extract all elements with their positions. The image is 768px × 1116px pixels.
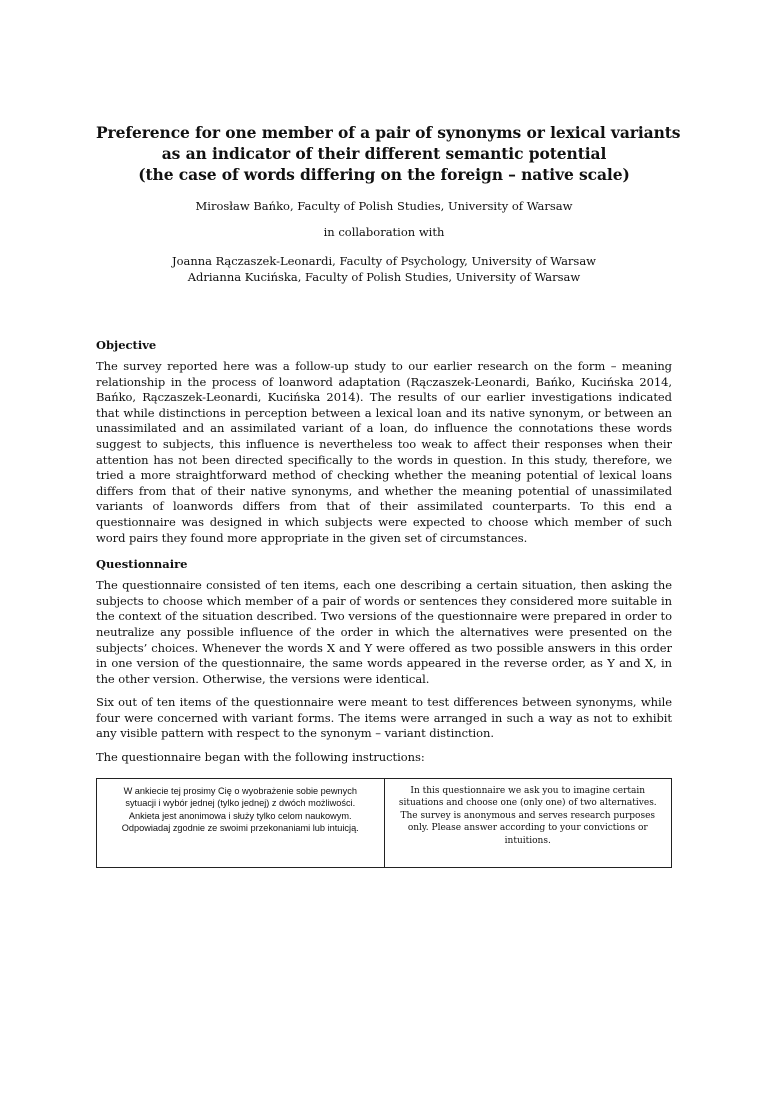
questionnaire-paragraph-1: The questionnaire consisted of ten items, each one describing a certain situation, then asking the subjects to choose which member of a pair of words or sentences they considered more suitable in the context of the situation described. Two versions of the questionnaire were prepared in order to neutralize any possible influence of the order in which the alternatives were presented on the subjects’ choices. Whenever the words X and Y were offered as two possible answers in this order in one version of the questionnaire, the same words appeared in the reverse order, as Y and X, in the other version. Otherwise, the versions were identical. [96,578,672,686]
instructions-polish [97,779,385,867]
co-authors [96,253,672,285]
objective-section [96,337,672,546]
instructions-polish-line-1: W ankiecie tej prosimy Cię o wyobrażenie sobie pewnych sytuacji i wybór jednej (tylko jednej) z dwóch możliwości. [123,785,357,809]
collaboration-note: in collaboration with [323,225,445,239]
title-line-2: as an indicator of their different semantic potential [161,144,607,163]
paper-title [96,122,681,185]
title-line-3: (the case of words differing on the foreign – native scale) [138,165,630,184]
questionnaire-heading: Questionnaire [96,557,188,572]
objective-paragraph: The survey reported here was a follow-up study to our earlier research on the form – meaning relationship in the process of loanword adaptation (Rączaszek-Leonardi, Bańko, Kucińska 2014, Bańko, Rączaszek-Leonardi, Kucińska 2014). The results of our earlier investigations indicated that while distinctions in perception between a lexical loan and its native synonym, or between an unassimilated and an assimilated variant of a loan, do influence the connotations these words suggest to subjects, this influence is nevertheless too weak to affect their responses when their attention has not been directed specifically to the words in question. In this study, therefore, we tried a more straightforward method of checking whether the meaning potential of lexical loans differs from that of their native synonyms, and whether the meaning potential of unassimilated variants of loanwords differs from that of their assimilated counterparts. To this end a questionnaire was designed in which subjects were expected to choose which member of such word pairs they found more appropriate in the given set of circumstances. [96,359,672,545]
instructions-english: In this questionnaire we ask you to imagine certain situations and choose one (only one) of two alternatives. The survey is anonymous and serves research purposes only. Please answer according to your convictions or intuitions. [398,785,657,847]
instructions-table [96,778,672,868]
co-author-1: Joanna Rączaszek-Leonardi, Faculty of Psychology, University of Warsaw [171,254,597,268]
document-page [0,122,768,1116]
objective-heading: Objective [96,338,157,352]
instructions-polish-line-2: Ankieta jest anonimowa i służy tylko celom naukowym. Odpowiadaj zgodnie ze swoimi przekonaniami lub intuicją. [121,810,359,834]
primary-author: Mirosław Bańko, Faculty of Polish Studies, University of Warsaw [195,199,573,213]
title-line-1: Preference for one member of a pair of synonyms or lexical variants [96,123,681,142]
questionnaire-section [96,556,672,766]
co-author-2: Adrianna Kucińska, Faculty of Polish Studies, University of Warsaw [187,270,581,284]
questionnaire-paragraph-3: The questionnaire began with the following instructions: [96,750,425,765]
questionnaire-paragraph-2: Six out of ten items of the questionnaire were meant to test differences between synonyms, while four were concerned with variant forms. The items were arranged in such a way as not to exhibit any visible pattern with respect to the synonym – variant distinction. [96,695,672,741]
